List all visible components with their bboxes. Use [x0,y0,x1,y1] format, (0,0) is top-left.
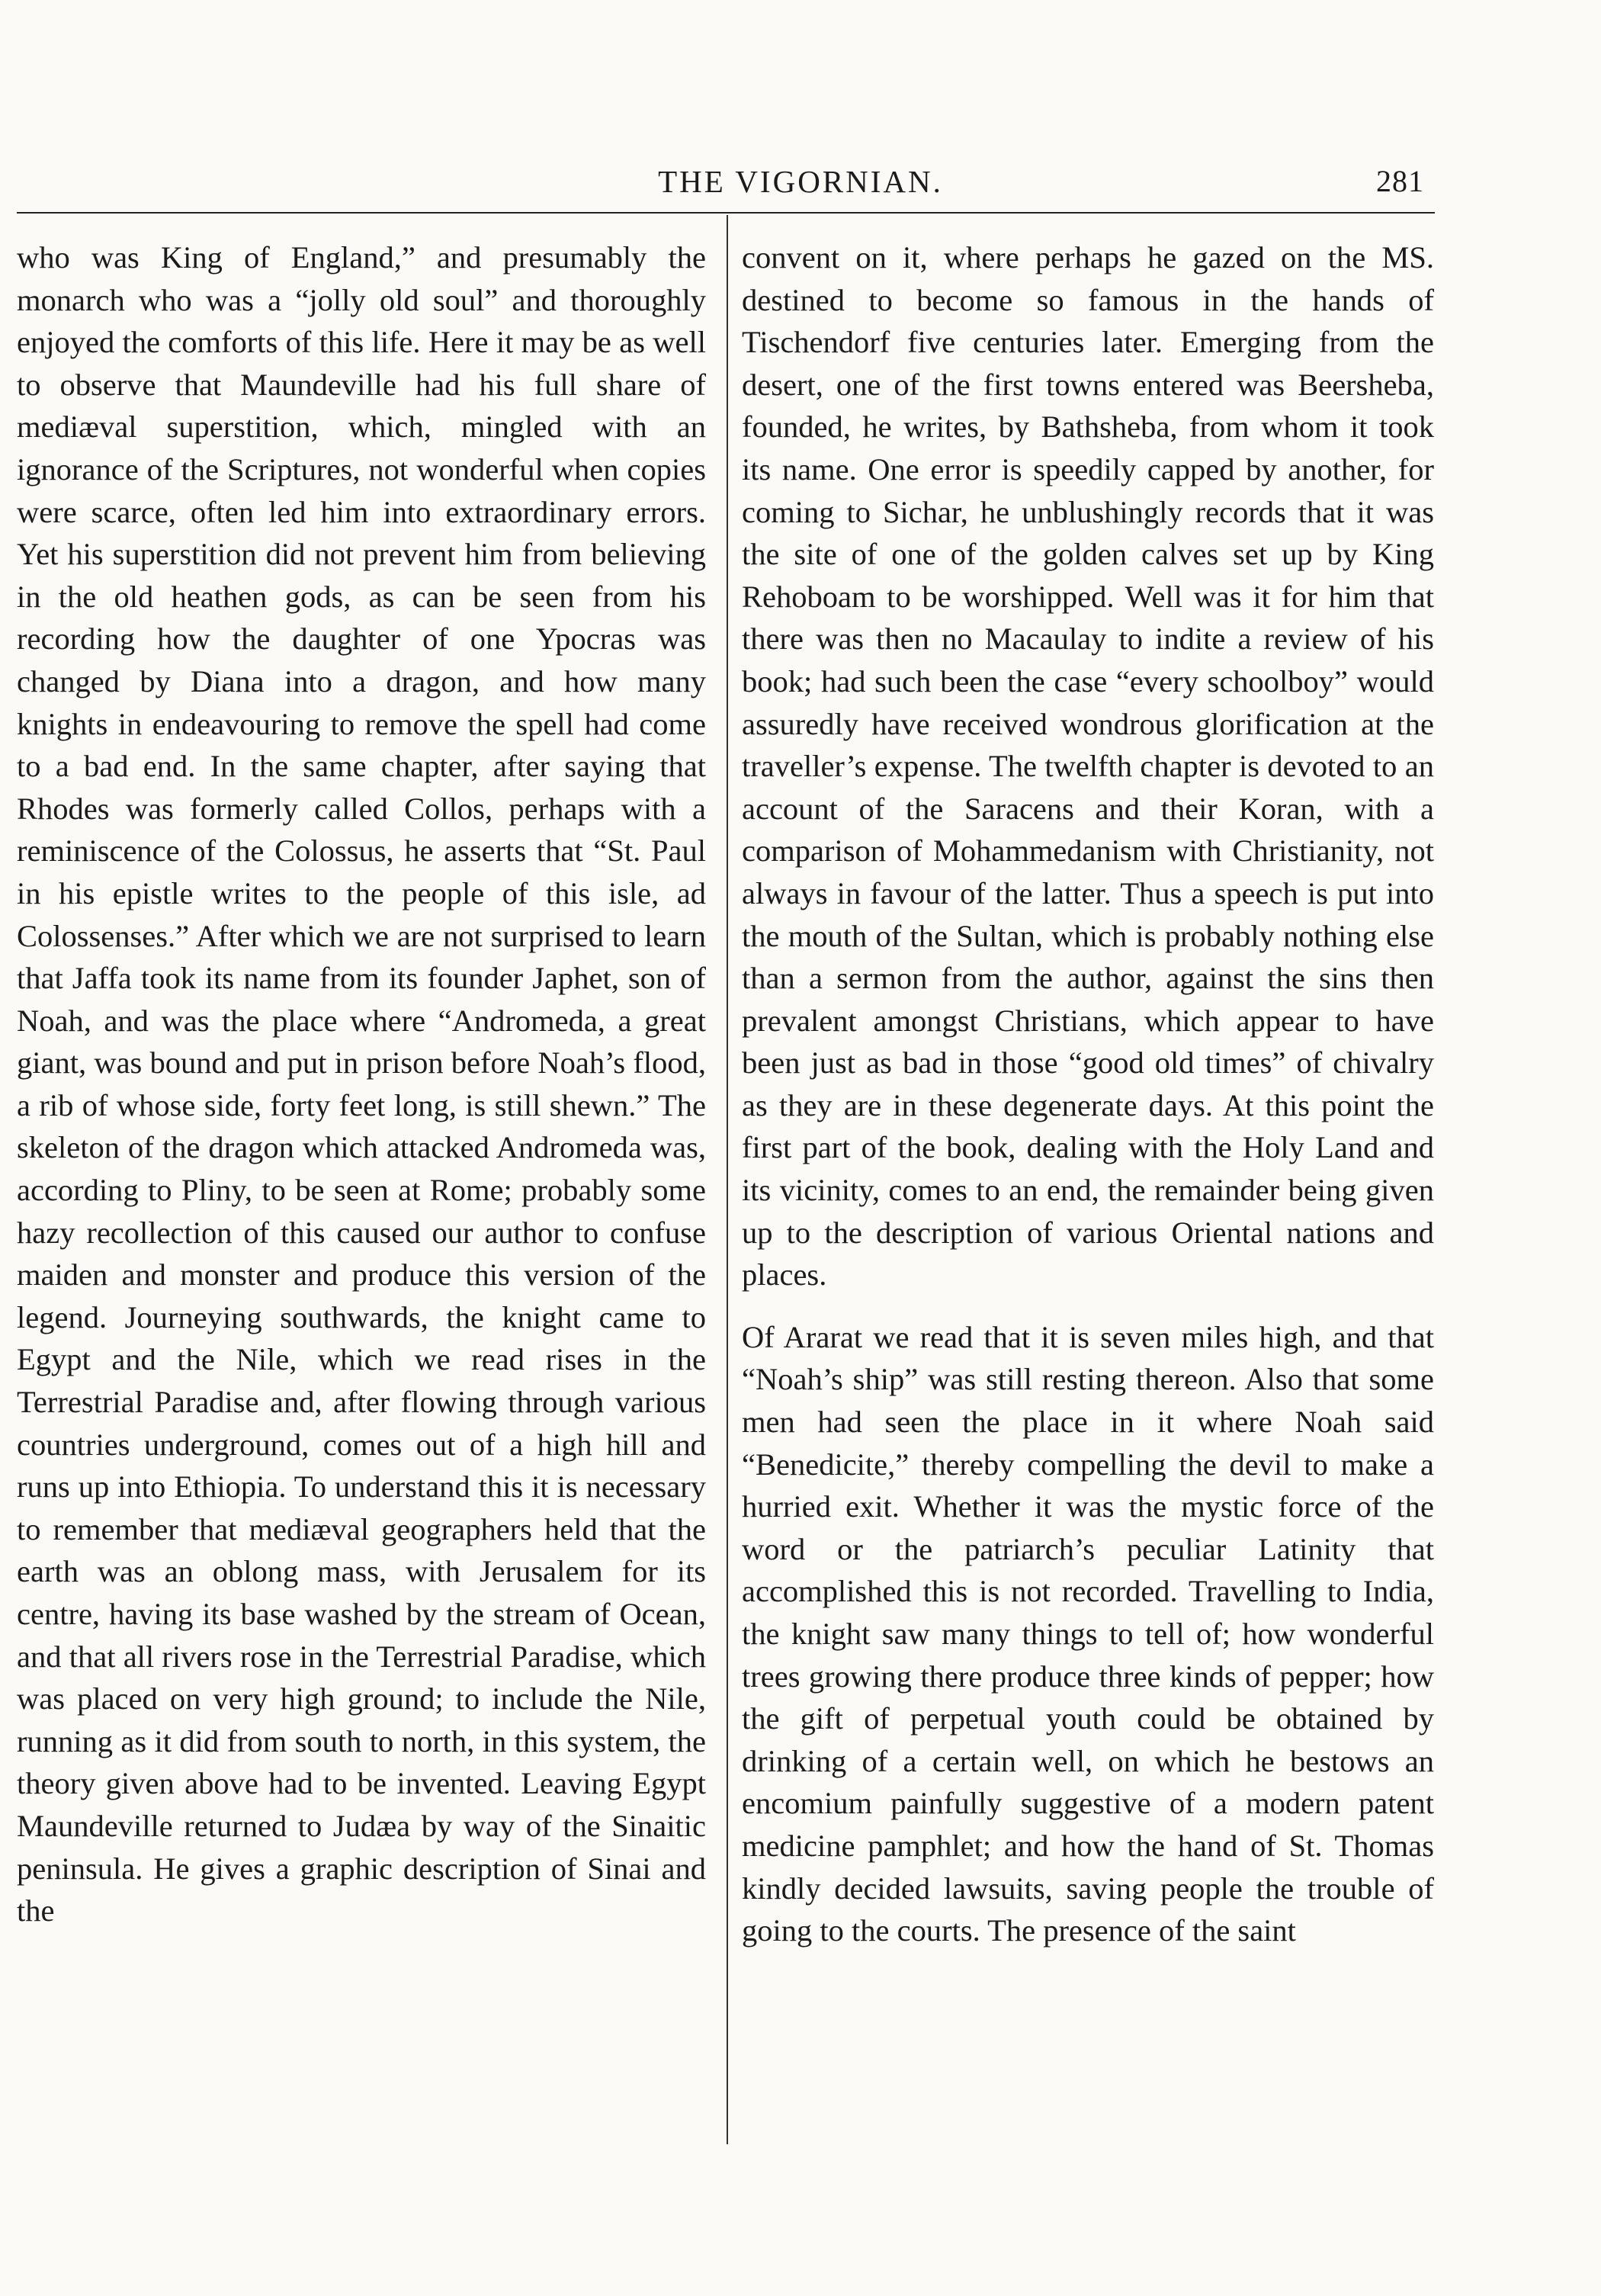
page-number: 281 [1376,164,1424,198]
right-paragraph-2: Of Ararat we read that it is seven miles high, and that “Noah’s ship” was still resting thereon. Also that some men had seen the place in it where Noah said “Benedicite,” thereby compelling the devil to make a hurried exit. Whether it was the mystic force of the word or the patriarch’s peculiar Latinity that accomplished this is not recorded. Travelling to India, the knight saw many things to tell of; how wonderful trees growing there produce three kinds of pepper; how the gift of perpetual youth could be obtained by drinking of a certain well, on which he bestows an encomium painfully suggestive of a modern patent medicine pamphlet; and how the hand of St. Thomas kindly decided lawsuits, saving people the trouble of going to the courts. The presence of the saint [742,1319,1434,1948]
left-column [17,236,706,1932]
journal-title: THE VIGORNIAN. [658,164,943,199]
right-paragraph-1: convent on it, where perhaps he gazed on the MS. destined to become so famous in the hands of Tischendorf five centuries later. Emerging from the desert, one of the first towns entered was Beersheba, founded, he writes, by Bathsheba, from whom it took its name. One error is speedily capped by another, for coming to Sichar, he unblushingly records that it was the site of one of the golden calves set up by King Rehoboam to be worshipped. Well was it for him that there was then no Macaulay to indite a review of his book; had such been the case “every schoolboy” would assuredly have received wondrous glorification at the traveller’s expense. The twelfth chapter is devoted to an account of the Saracens and their Koran, with a comparison of Mohammedanism with Christianity, not always in favour of the latter. Thus a speech is put into the mouth of the Sultan, which is probably nothing else than a sermon from the author, against the sins then prevalent amongst Christians, which appear to have been just as bad in those “good old times” of chivalry as they are in these degenerate days. At this point the first part of the book, dealing with the Holy Land and its vicinity, comes to an end, the remainder being given up to the description of various Oriental nations and places. [742,240,1434,1293]
left-paragraph-1: who was King of England,” and presumably the monarch who was a “jolly old soul” and thoroughly enjoyed the comforts of this life. Here it may be as well to observe that Maundeville had his full share of mediæval superstition, which, mingled with an ignorance of the Scriptures, not wonderful when copies were scarce, often led him into extraordinary errors. Yet his superstition did not prevent him from believing in the old heathen gods, as can be seen from his recording how the daughter of one Ypocras was changed by Diana into a dragon, and how many knights in endeavouring to remove the spell had come to a bad end. In the same chapter, after saying that Rhodes was formerly called Collos, perhaps with a reminiscence of the Colossus, he asserts that “St. Paul in his epistle writes to the people of this isle, ad Colossenses.” After which we are not surprised to learn that Jaffa took its name from its founder Japhet, son of Noah, and was the place where “Andromeda, a great giant, was bound and put in prison before Noah’s flood, a rib of whose side, forty feet long, is still shewn.” The skeleton of the dragon which attacked Andromeda was, according to Pliny, to be seen at Rome; probably some hazy recollection of this caused our author to confuse maiden and monster and produce this version of the legend. Journeying southwards, the knight came to Egypt and the Nile, which we read rises in the Terrestrial Paradise and, after flowing through various countries underground, comes out of a high hill and runs up into Ethiopia. To understand this it is necessary to remember that mediæval geographers held that the earth was an oblong mass, with Jerusalem for its centre, having its base washed by the stream of Ocean, and that all rivers rose in the Terrestrial Paradise, which was placed on very high ground; to include the Nile, running as it did from south to north, in this system, the theory given above had to be invented. Leaving Egypt Maundeville returned to Judæa by way of the Sinaitic peninsula. He gives a graphic description of Sinai and the [17,240,706,1928]
right-column [742,236,1434,1952]
column-divider [727,215,728,2144]
header-rule [17,212,1435,214]
running-head [0,162,1601,207]
